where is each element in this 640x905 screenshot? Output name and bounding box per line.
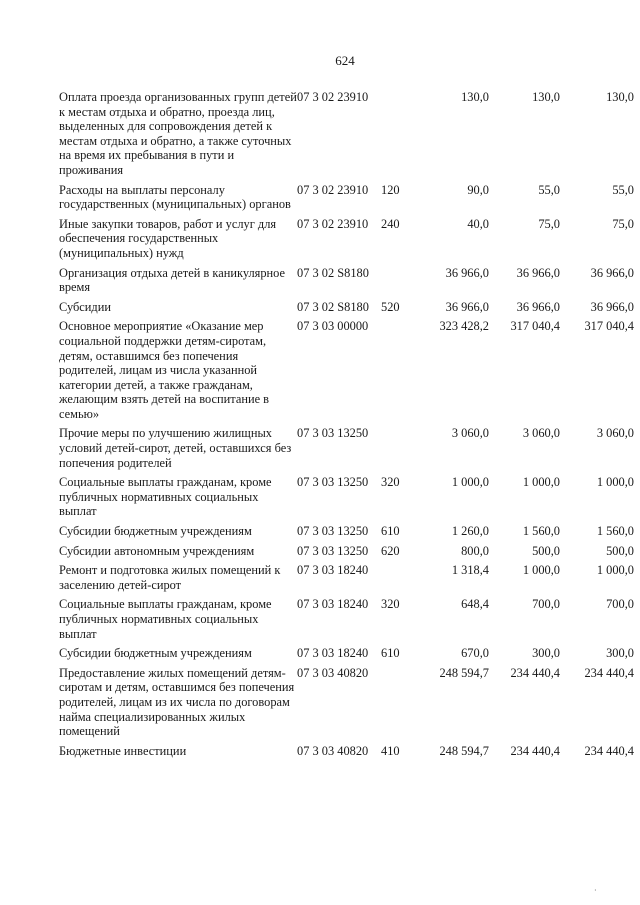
row-expense-type: 410 [381,743,400,758]
row-code: 07 3 03 13250 [297,543,369,558]
row-code: 07 3 02 23910 [297,90,369,104]
row-name: Субсидии автономным учреждениям [59,543,255,558]
row-amount-year-1: 1 000,0 [451,475,489,490]
row-amount-year-1: 800,0 [461,543,489,558]
budget-table-body [59,90,634,763]
row-amount-year-3: 1 560,0 [596,524,634,539]
row-code: 07 3 02 23910 [297,216,369,231]
row-expense-type: 320 [381,475,400,490]
row-expense-type [381,90,408,183]
table-row [59,563,634,597]
row-name: Прочие меры по улучшению жилищных условий детей-сирот, детей, оставшихся без попечения родителей [59,426,292,470]
row-code: 07 3 03 18240 [297,563,369,578]
row-amount-year-2: 317 040,4 [510,319,560,334]
row-amount-year-1: 248 594,7 [439,743,489,758]
table-row [59,524,634,544]
row-name: Социальные выплаты гражданам, кроме публичных нормативных социальных выплат [59,597,272,641]
row-expense-type: 610 [381,646,400,661]
row-amount-year-2: 500,0 [532,543,560,558]
row-amount-year-3: 700,0 [606,597,634,612]
row-expense-type: 240 [381,216,400,231]
row-amount-year-2: 1 000,0 [522,563,560,578]
row-expense-type [381,666,408,744]
row-amount-year-3: 3 060,0 [596,426,634,441]
row-code: 07 3 03 40820 [297,743,369,758]
row-expense-type: 120 [381,182,400,197]
page-number: 624 [335,53,355,68]
row-amount-year-2: 234 440,4 [510,665,560,680]
row-amount-year-2: 36 966,0 [516,265,560,280]
table-row [59,597,634,646]
row-name: Оплата проезда организованных групп детей к местам отдыха и обратно, проезда лиц, выделенных для сопровождения детей к местам отдыха и обратно, а также суточных на время их пребывания в пути и проживания [59,90,297,177]
table-row [59,217,634,266]
row-amount-year-2: 1 560,0 [522,524,560,539]
row-amount-year-2: 75,0 [538,216,560,231]
budget-table [59,90,634,763]
row-amount-year-3: 36 966,0 [590,299,634,314]
row-name: Расходы на выплаты персоналу государственных (муниципальных) органов [59,182,291,212]
row-name: Субсидии [59,299,111,314]
row-name: Субсидии бюджетным учреждениям [59,524,252,539]
row-amount-year-3: 55,0 [612,182,634,197]
row-expense-type [381,266,408,300]
row-amount-year-1: 36 966,0 [445,299,489,314]
row-expense-type: 620 [381,543,400,558]
row-name: Ремонт и подготовка жилых помещений к заселению детей-сирот [59,563,281,592]
row-expense-type: 610 [381,524,400,539]
row-amount-year-3: 1 000,0 [596,475,634,490]
row-amount-year-3: 317 040,4 [584,319,634,334]
row-name: Иные закупки товаров, работ и услуг для обеспечения государственных (муниципальных) нужд [59,216,277,260]
table-row [59,90,634,183]
row-name: Субсидии бюджетным учреждениям [59,646,252,661]
row-code: 07 3 03 18240 [297,646,369,661]
row-code: 07 3 03 13250 [297,426,369,441]
row-code: 07 3 03 13250 [297,475,369,490]
row-amount-year-2: 300,0 [532,646,560,661]
row-amount-year-2: 130,0 [532,90,560,104]
row-amount-year-1: 36 966,0 [445,265,489,280]
row-code: 07 3 03 13250 [297,524,369,539]
table-row [59,544,634,564]
row-amount-year-2: 234 440,4 [510,743,560,758]
row-amount-year-2: 36 966,0 [516,299,560,314]
row-amount-year-1: 248 594,7 [439,665,489,680]
row-name: Основное мероприятие «Оказание мер социальной поддержки детям-сиротам, детям, оставшимся без попечения родителей, лицам из числа указанной категории детей, а также гражданам, желающим взять детей на воспитание в семью» [59,319,270,421]
row-code: 07 3 03 40820 [297,665,369,680]
row-amount-year-3: 130,0 [606,90,634,104]
row-name: Предоставление жилых помещений детям-сиротам и детям, оставшимся без попечения родителей, лицам из их числа по договорам найма специализированных жилых помещений [59,665,295,739]
table-row [59,319,634,426]
row-amount-year-1: 130,0 [461,90,489,104]
row-amount-year-2: 3 060,0 [522,426,560,441]
row-code: 07 3 03 18240 [297,597,369,612]
row-name: Организация отдыха детей в каникулярное время [59,265,286,295]
table-row [59,266,634,300]
footer-mark: · [594,886,597,895]
row-amount-year-3: 75,0 [612,216,634,231]
row-amount-year-2: 1 000,0 [522,475,560,490]
row-amount-year-3: 1 000,0 [596,563,634,578]
row-amount-year-1: 670,0 [461,646,489,661]
row-name: Социальные выплаты гражданам, кроме публичных нормативных социальных выплат [59,475,272,519]
row-amount-year-1: 40,0 [467,216,489,231]
row-name: Бюджетные инвестиции [59,743,187,758]
row-amount-year-1: 1 260,0 [451,524,489,539]
table-row [59,183,634,217]
row-amount-year-1: 3 060,0 [451,426,489,441]
row-amount-year-3: 234 440,4 [584,665,634,680]
row-expense-type [381,426,408,475]
row-expense-type: 320 [381,597,400,612]
table-row [59,646,634,666]
row-amount-year-3: 234 440,4 [584,743,634,758]
row-code: 07 3 03 00000 [297,319,369,334]
row-amount-year-3: 36 966,0 [590,265,634,280]
row-expense-type [381,319,408,426]
row-amount-year-1: 323 428,2 [439,319,489,334]
row-amount-year-3: 500,0 [606,543,634,558]
row-amount-year-1: 1 318,4 [451,563,489,578]
row-code: 07 3 02 23910 [297,182,369,197]
row-amount-year-2: 700,0 [532,597,560,612]
table-row [59,426,634,475]
row-code: 07 3 02 S8180 [297,299,369,314]
table-row [59,744,634,764]
row-expense-type: 520 [381,299,400,314]
table-row [59,666,634,744]
table-row [59,300,634,320]
row-expense-type [381,563,408,597]
row-amount-year-1: 648,4 [461,597,489,612]
row-amount-year-1: 90,0 [467,182,489,197]
row-code: 07 3 02 S8180 [297,265,369,280]
table-row [59,475,634,524]
row-amount-year-3: 300,0 [606,646,634,661]
row-amount-year-2: 55,0 [538,182,560,197]
